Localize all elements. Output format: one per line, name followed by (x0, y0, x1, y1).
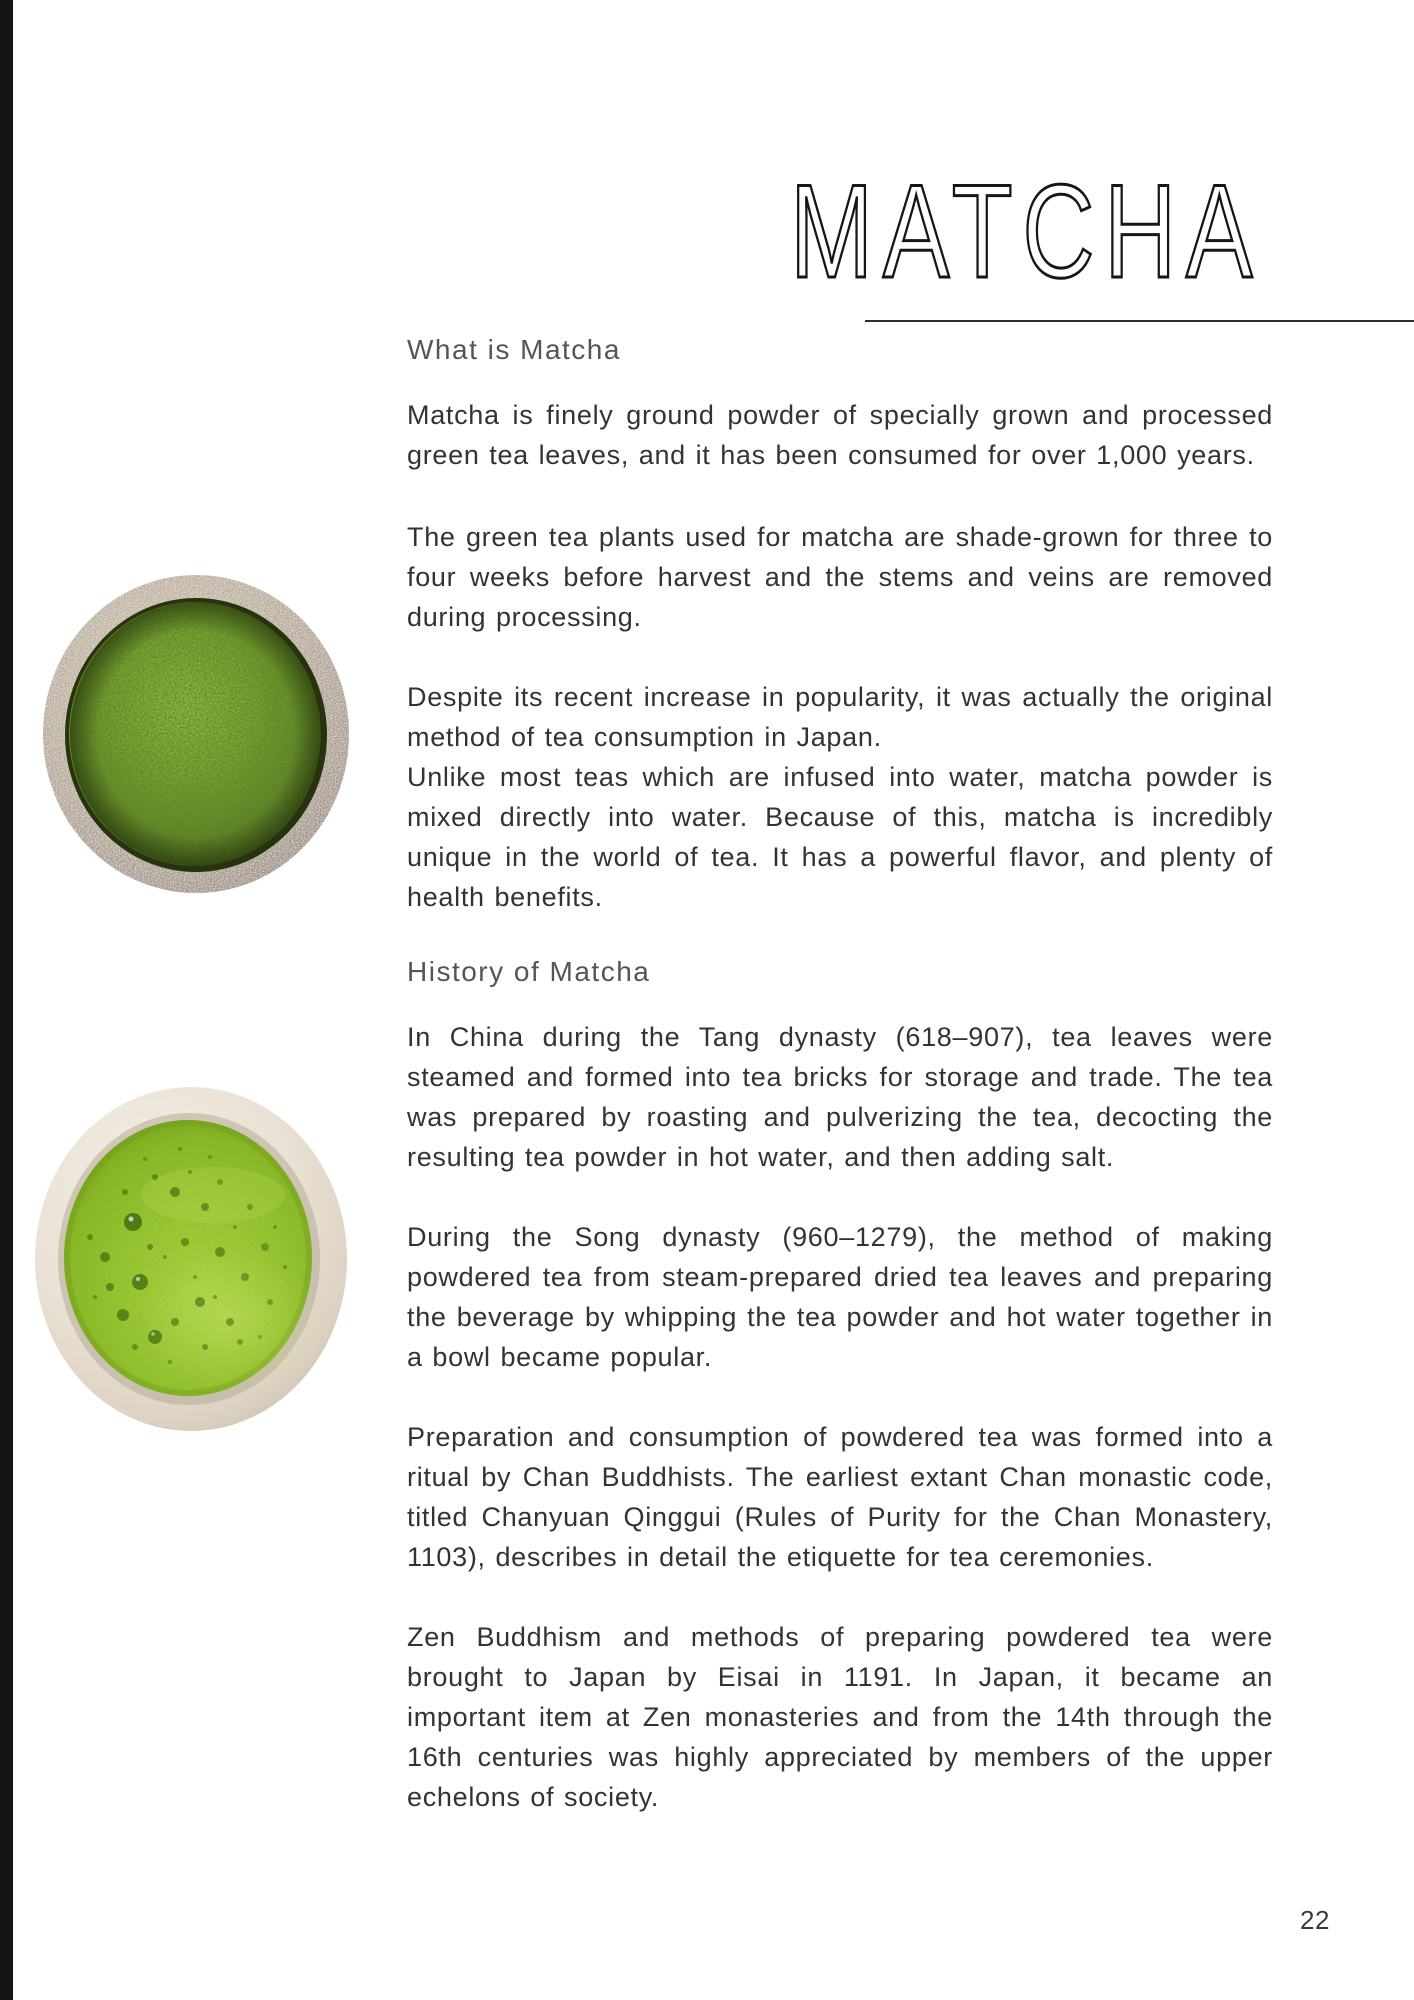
left-edge-bar (0, 0, 13, 2000)
paragraph-chan-buddhists: Preparation and consumption of powdered tea was formed into a ritual by Chan Buddhists. The earliest extant Chan monastic code, titled Chanyuan Qinggui (Rules of Purity for the Chan Monastery, 1103), describes in detail the etiquette for tea ceremonies. (407, 1422, 1273, 1572)
title-underline (865, 320, 1414, 322)
matcha-tea-bowl-image (35, 1087, 347, 1432)
section-heading-history-of-matcha: History of Matcha (407, 956, 651, 987)
page-title: MATCHA (790, 158, 1263, 306)
article-body (407, 330, 1273, 1817)
page-number: 22 (1300, 1905, 1330, 1935)
paragraph-tang-dynasty: In China during the Tang dynasty (618–907), tea leaves were steamed and formed into tea bricks for storage and trade. The tea was prepared by roasting and pulverizing the tea, decocting the resulting tea powder in hot water, and then adding salt. (407, 1022, 1273, 1172)
paragraph-shade-grown: The green tea plants used for matcha are shade-grown for three to four weeks before harvest and the stems and veins are removed during processing. (407, 522, 1273, 632)
paragraph-song-dynasty: During the Song dynasty (960–1279), the method of making powdered tea from steam-prepared dried tea leaves and preparing the beverage by whipping the tea powder and hot water together in a bowl became popular. (407, 1222, 1273, 1372)
section-heading-what-is-matcha: What is Matcha (407, 334, 621, 365)
paragraph-matcha-definition: Matcha is finely ground powder of specially grown and processed green tea leaves, and it has been consumed for over 1,000 years. (407, 400, 1273, 470)
paragraph-popularity: Despite its recent increase in popularity, it was actually the original method of tea consumption in Japan. (407, 682, 1273, 752)
paragraph-unlike-most-teas: Unlike most teas which are infused into water, matcha powder is mixed directly into water. Because of this, matcha is incredibly unique in the world of tea. It has a powerful flavor, and plenty of health benefits. (407, 762, 1273, 912)
paragraph-zen-buddhism: Zen Buddhism and methods of preparing powdered tea were brought to Japan by Eisai in 1191. In Japan, it became an important item at Zen monasteries and from the 14th through the 16th centuries was highly appreciated by members of the upper echelons of society. (407, 1622, 1273, 1812)
matcha-powder-bowl-image (43, 575, 349, 893)
